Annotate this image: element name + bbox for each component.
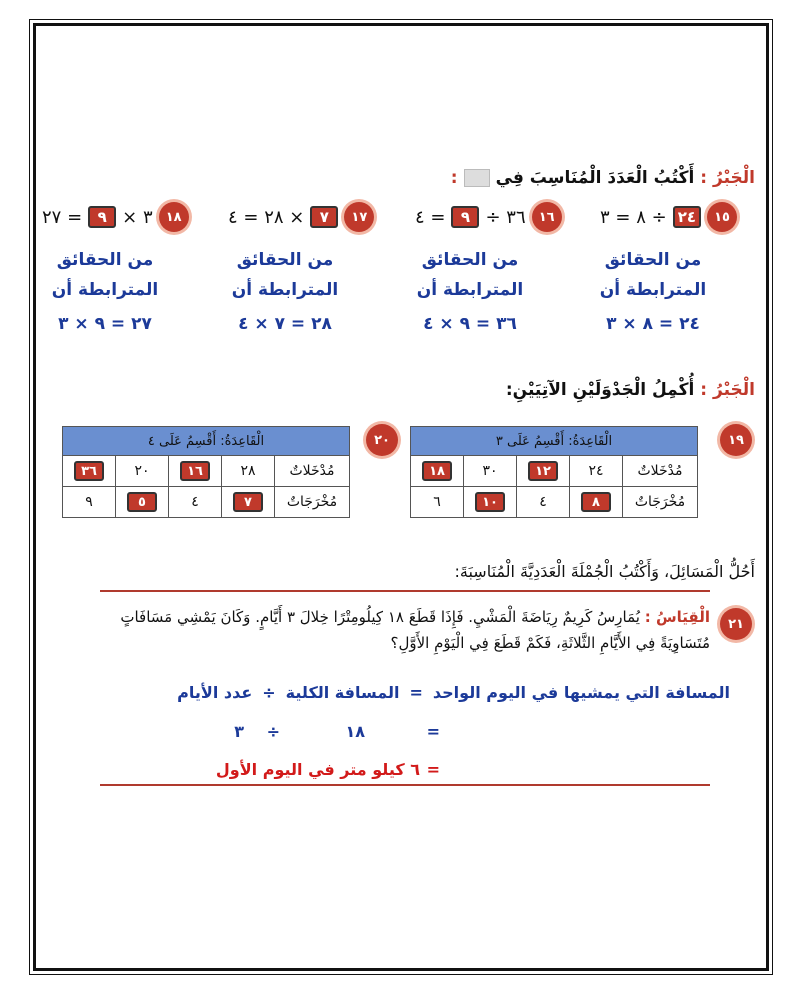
section1-label: الْجَبْرُ : xyxy=(700,168,755,188)
table19-input-2[interactable]: ١٢ xyxy=(528,461,558,481)
solution-total-value: ١٨ xyxy=(345,722,365,741)
table-row xyxy=(411,487,698,518)
table19 xyxy=(410,426,698,518)
table19-input-1: ٢٤ xyxy=(570,456,623,487)
solution-divide2: ÷ xyxy=(266,722,280,741)
solution-daily-distance: المسافة التي يمشيها في اليوم الواحد xyxy=(432,683,730,702)
problem-17-answer[interactable]: ٧ xyxy=(310,206,338,228)
section2-label: الْجَبْرُ : xyxy=(700,380,755,400)
table19-rule: الْقَاعِدَةُ: أَقْسِمُ عَلَى ٣ xyxy=(411,427,698,456)
table20-input-3: ٢٠ xyxy=(116,456,169,487)
table20-outputs-label: مُخْرَجَاتٌ xyxy=(275,487,350,518)
solution-equals: = xyxy=(409,683,423,702)
q21-label: الْقِيَاسُ : xyxy=(644,608,710,626)
section3-instruction: أَحُلُّ الْمَسَائِلَ، وَأَكْتُبُ الْجُمْلَةَ الْعَدَدِيَّةَ الْمُنَاسِبَةَ: xyxy=(454,562,755,581)
problem-18-answer[interactable]: ٩ xyxy=(88,206,116,228)
problem-16-right: ÷ ٣٦ xyxy=(485,206,526,228)
explanation-16 xyxy=(395,245,545,339)
problem-15-number: ١٥ xyxy=(707,202,737,232)
table19-input-3: ٣٠ xyxy=(464,456,517,487)
problem-15-left: ٨ = ٣ ÷ xyxy=(600,206,667,228)
solution-eq3: = xyxy=(426,760,440,779)
explanation-line2: المترابطة أن xyxy=(599,280,707,300)
section1-instruction: أَكْتُبُ الْعَدَدَ الْمُنَاسِبَ فِي xyxy=(495,168,695,188)
solution-eq2: = xyxy=(426,722,440,741)
explanation-line1: من الحقائق xyxy=(421,250,519,270)
table19-outputs-label: مُخْرَجَاتٌ xyxy=(623,487,698,518)
table19-input-4[interactable]: ١٨ xyxy=(422,461,452,481)
table20-input-4[interactable]: ٣٦ xyxy=(74,461,104,481)
problem-16-number: ١٦ xyxy=(532,202,562,232)
table19-output-2: ٤ xyxy=(517,487,570,518)
explanation-equation: ٣٦ = ٩ × ٤ xyxy=(423,314,517,334)
q21-text xyxy=(100,604,710,656)
problem-17-number: ١٧ xyxy=(344,202,374,232)
solution-line1 xyxy=(177,683,730,702)
section1-colon: : xyxy=(450,168,458,188)
problem-18-number: ١٨ xyxy=(159,202,189,232)
solution-days-value: ٣ xyxy=(234,722,244,741)
explanation-equation: ٢٤ = ٨ × ٣ xyxy=(606,314,700,334)
explanation-line2: المترابطة أن xyxy=(231,280,339,300)
table-row xyxy=(63,456,350,487)
table19-output-1[interactable]: ٨ xyxy=(581,492,611,512)
q21-body: يُمَارِسُ كَرِيمٌ رِيَاضَةَ الْمَشْيِ. فَإِذَا قَطَعَ ١٨ كِيلُومِتْرًا خِلالَ ٣ أَيَّامٍ. وَكَانَ يَمْشِي مَسَافَاتٍ مُتَسَاوِيَةً فِي الأَيَّامِ الثَّلاثَةِ، فَكَمْ قَطَعَ فِي الْيَوْمِ الأَوَّلِ؟ xyxy=(120,608,710,652)
table20-output-2: ٤ xyxy=(169,487,222,518)
problem-17-left: ٢٨ = ٤ × xyxy=(228,206,305,228)
table20-output-3[interactable]: ٥ xyxy=(127,492,157,512)
table19-number: ١٩ xyxy=(720,424,752,456)
problem-18-left: ٢٧ = xyxy=(42,206,83,228)
explanation-15 xyxy=(578,245,728,339)
problem-15 xyxy=(600,202,737,232)
explanation-line1: من الحقائق xyxy=(56,250,154,270)
problem-16-left: ٤ = xyxy=(415,206,446,228)
solution-result: ٦ كيلو متر في اليوم الأول xyxy=(215,760,420,779)
divider-top xyxy=(100,590,710,592)
solution-total-distance: المسافة الكلية xyxy=(285,683,400,702)
table20-input-1: ٢٨ xyxy=(222,456,275,487)
table-row xyxy=(411,456,698,487)
table20-rule: الْقَاعِدَةُ: أَقْسِمُ عَلَى ٤ xyxy=(63,427,350,456)
table20-number: ٢٠ xyxy=(366,424,398,456)
problem-17 xyxy=(228,202,374,232)
explanation-line2: المترابطة أن xyxy=(51,280,159,300)
table20-input-2[interactable]: ١٦ xyxy=(180,461,210,481)
explanation-equation: ٢٧ = ٩ × ٣ xyxy=(58,314,152,334)
table19-output-4: ٦ xyxy=(411,487,464,518)
blank-box-icon xyxy=(464,169,490,187)
table20-output-4: ٩ xyxy=(63,487,116,518)
explanation-equation: ٢٨ = ٧ × ٤ xyxy=(238,314,332,334)
table19-output-3[interactable]: ١٠ xyxy=(475,492,505,512)
table19-inputs-label: مُدْخَلاتٌ xyxy=(623,456,698,487)
divider-bottom xyxy=(100,784,710,786)
explanation-line2: المترابطة أن xyxy=(416,280,524,300)
section2-instruction: أُكْمِلُ الْجَدْوَلَيْنِ الآتِيَيْنِ: xyxy=(505,380,695,400)
problem-18 xyxy=(42,202,189,232)
problem-16 xyxy=(415,202,562,232)
q21-number: ٢١ xyxy=(720,608,752,640)
section2-heading xyxy=(506,380,755,400)
problem-15-answer[interactable]: ٢٤ xyxy=(673,206,701,228)
solution-days: عدد الأيام xyxy=(177,683,253,702)
table20-output-1[interactable]: ٧ xyxy=(233,492,263,512)
explanation-line1: من الحقائق xyxy=(236,250,334,270)
table-row xyxy=(63,487,350,518)
explanation-18 xyxy=(30,245,180,339)
problem-16-answer[interactable]: ٩ xyxy=(451,206,479,228)
table20-inputs-label: مُدْخَلاتٌ xyxy=(275,456,350,487)
explanation-line1: من الحقائق xyxy=(604,250,702,270)
problem-18-right: × ٣ xyxy=(122,206,153,228)
solution-divide: ÷ xyxy=(262,683,276,702)
table20 xyxy=(62,426,350,518)
section1-heading xyxy=(451,168,755,188)
explanation-17 xyxy=(210,245,360,339)
